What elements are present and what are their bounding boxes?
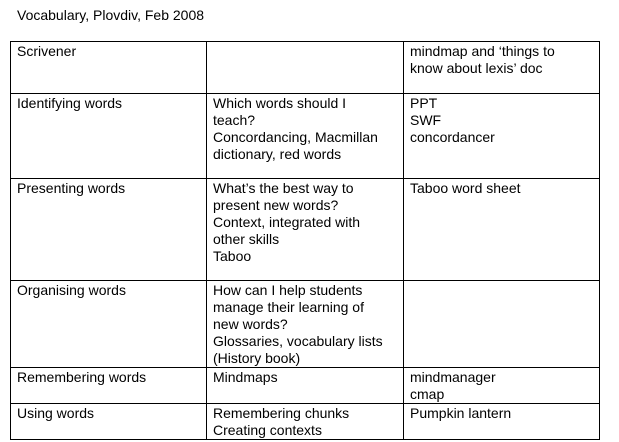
- resource-line: cmap: [410, 386, 445, 402]
- question-line: dictionary, red words: [213, 146, 342, 162]
- question-line: Mindmaps: [213, 369, 278, 385]
- question-line: teach?: [213, 112, 256, 128]
- question-line: Context, integrated with: [213, 214, 361, 230]
- resource-line: mindmap and ‘things to: [410, 43, 555, 59]
- question-line: What’s the best way to: [213, 180, 354, 196]
- questions-cell: [207, 281, 404, 368]
- topic-text: Scrivener: [17, 43, 77, 59]
- questions-cell: [207, 42, 404, 94]
- topic-cell: [11, 404, 207, 440]
- question-line: present new words?: [213, 197, 339, 213]
- table-row: [11, 404, 600, 440]
- topic-cell: [11, 94, 207, 179]
- table-row: [11, 42, 600, 94]
- table-row: [11, 368, 600, 404]
- resources-cell: [404, 368, 600, 404]
- resource-line: concordancer: [410, 129, 495, 145]
- resource-line: PPT: [410, 95, 438, 111]
- vocabulary-table: [10, 41, 600, 440]
- question-line: other skills: [213, 231, 280, 247]
- question-line: How can I help students: [213, 282, 363, 298]
- questions-cell: [207, 179, 404, 281]
- question-line: manage their learning of: [213, 299, 364, 315]
- resource-line: Taboo word sheet: [410, 180, 521, 196]
- question-line: new words?: [213, 316, 288, 332]
- question-line: Concordancing, Macmillan: [213, 129, 378, 145]
- question-line: Which words should I: [213, 95, 347, 111]
- topic-text: Organising words: [17, 282, 126, 298]
- question-line: Remembering chunks: [213, 405, 350, 421]
- questions-cell: [207, 94, 404, 179]
- resources-cell: [404, 94, 600, 179]
- questions-cell: [207, 404, 404, 440]
- topic-cell: [11, 281, 207, 368]
- question-line: (History book): [213, 350, 301, 366]
- question-line: Glossaries, vocabulary lists: [213, 333, 383, 349]
- topic-text: Presenting words: [17, 180, 126, 196]
- topic-text: Identifying words: [17, 95, 123, 111]
- question-line: Taboo: [213, 248, 252, 264]
- resource-line: know about lexis’ doc: [410, 60, 543, 76]
- topic-cell: [11, 42, 207, 94]
- topic-text: Remembering words: [17, 369, 147, 385]
- resources-cell: [404, 404, 600, 440]
- questions-cell: [207, 368, 404, 404]
- resources-cell: [404, 42, 600, 94]
- resource-line: mindmanager: [410, 369, 496, 385]
- table-row: [11, 179, 600, 281]
- topic-cell: [11, 368, 207, 404]
- document-title: Vocabulary, Plovdiv, Feb 2008: [17, 7, 205, 23]
- topic-text: Using words: [17, 405, 95, 421]
- resources-cell: [404, 281, 600, 368]
- resource-line: SWF: [410, 112, 442, 128]
- table-row: [11, 281, 600, 368]
- question-line: Creating contexts: [213, 422, 322, 438]
- resources-cell: [404, 179, 600, 281]
- topic-cell: [11, 179, 207, 281]
- resource-line: Pumpkin lantern: [410, 405, 512, 421]
- table-row: [11, 94, 600, 179]
